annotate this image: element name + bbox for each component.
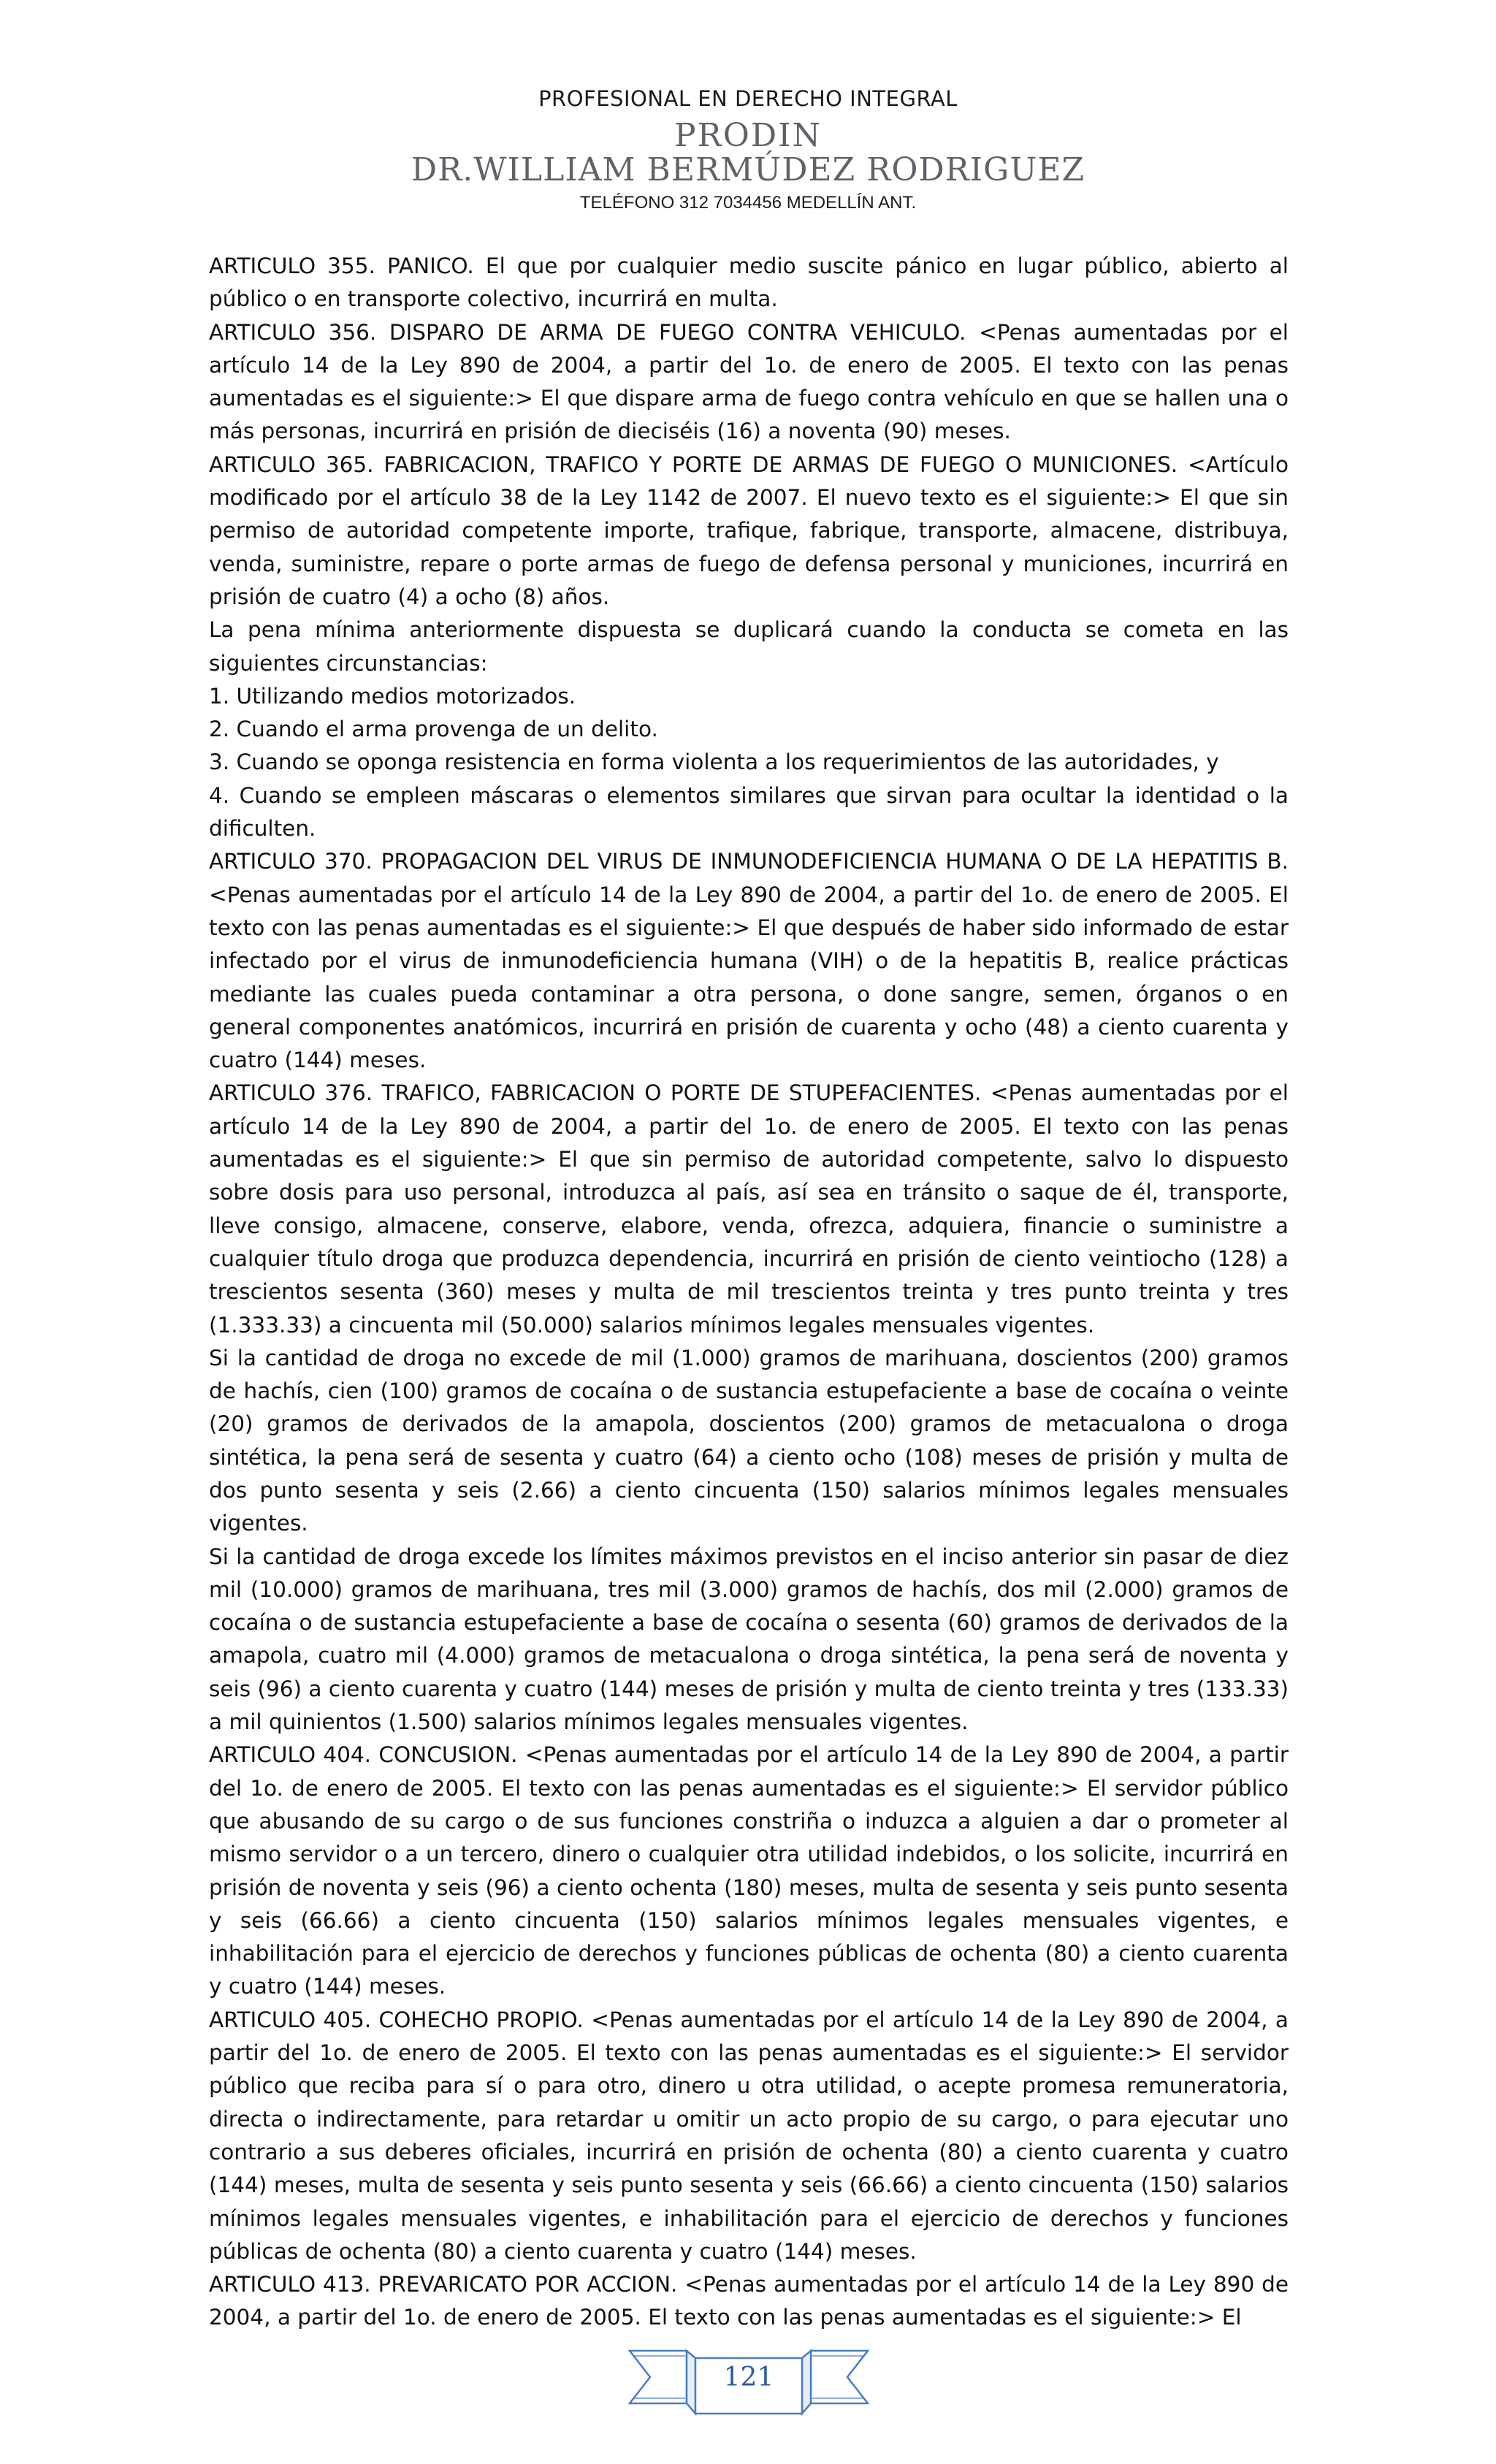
header-lawyer-name: DR.WILLIAM BERMÚDEZ RODRIGUEZ [411,151,1085,188]
document-body [209,250,1289,2335]
paragraph: Si la cantidad de droga excede los límites máximos previstos en el inciso anterior sin pasar de diez mil (10.000) gramos de marihuana, tres mil (3.000) gramos de hachís, dos mil (2.000) gramos de cocaína o de sustancia estupefaciente a base de cocaína o sesenta (60) gramos de derivados de la amapola, cuatro mil (4.000) gramos de metacualona o droga sintética, la pena será de noventa y seis (96) a ciento cuarenta y cuatro (144) meses de prisión y multa de ciento treinta y tres (133.33) a mil quinientos (1.500) salarios mínimos legales mensuales vigentes. [209,1544,1289,1735]
paragraph: ARTICULO 365. FABRICACION, TRAFICO Y PORTE DE ARMAS DE FUEGO O MUNICIONES. <Artículo modificado por el artículo 38 de la Ley 1142 de 2007. El nuevo texto es el siguiente:> El que sin permiso de autoridad competente importe, trafique, fabrique, transporte, almacene, distribuya, venda, suministre, repare o porte armas de fuego de defensa personal y municiones, incurrirá en prisión de cuatro (4) a ocho (8) años. [209,451,1289,609]
paragraph: La pena mínima anteriormente dispuesta se duplicará cuando la conducta se cometa en las siguientes circunstancias: [209,617,1289,676]
paragraph: Si la cantidad de droga no excede de mil (1.000) gramos de marihuana, doscientos (200) gramos de hachís, cien (100) gramos de cocaína o de sustancia estupefaciente a base de cocaína o veinte (20) gramos de derivados de la amapola, doscientos (200) gramos de metacualona o droga sintética, la pena será de sesenta y cuatro (64) a ciento ocho (108) meses de prisión y multa de dos punto sesenta y seis (2.66) a ciento cincuenta (150) salarios mínimos legales mensuales vigentes. [209,1345,1289,1536]
header-acronym: PRODIN [674,117,822,154]
list-item: 2. Cuando el arma provenga de un delito. [209,717,658,742]
paragraph: ARTICULO 355. PANICO. El que por cualquier medio suscite pánico en lugar público, abierto al público o en transporte colectivo, incurrirá en multa. [209,253,1289,312]
header-phone: TELÉFONO 312 7034456 MEDELLÍN ANT. [579,193,917,213]
header-firm: PROFESIONAL EN DERECHO INTEGRAL [538,86,958,111]
list-item: 1. Utilizando medios motorizados. [209,683,576,709]
paragraph: ARTICULO 376. TRAFICO, FABRICACION O PORTE DE STUPEFACIENTES. <Penas aumentadas por el artículo 14 de la Ley 890 de 2004, a partir del 1o. de enero de 2005. El texto con las penas aumentadas es el siguiente:> El que sin permiso de autoridad competente, salvo lo dispuesto sobre dosis para uso personal, introduzca al país, así sea en tránsito o saque de él, transporte, lleve consigo, almacene, conserve, elabore, venda, ofrezca, adquiera, financie o suministre a cualquier título droga que produzca dependencia, incurrirá en prisión de ciento veintiocho (128) a trescientos sesenta (360) meses y multa de mil trescientos treinta y tres punto treinta y tres (1.333.33) a cincuenta mil (50.000) salarios mínimos legales mensuales vigentes. [209,1080,1289,1338]
page-number: 121 [723,2362,774,2392]
paragraph: ARTICULO 356. DISPARO DE ARMA DE FUEGO CONTRA VEHICULO. <Penas aumentadas por el artículo 14 de la Ley 890 de 2004, a partir del 1o. de enero de 2005. El texto con las penas aumentadas es el siguiente:> El que dispare arma de fuego contra vehículo en que se hallen una o más personas, incurrirá en prisión de dieciséis (16) a noventa (90) meses. [209,319,1289,444]
list-item: 4. Cuando se empleen máscaras o elementos similares que sirvan para ocultar la identidad o la dificulten. [209,782,1289,842]
paragraph: ARTICULO 370. PROPAGACION DEL VIRUS DE INMUNODEFICIENCIA HUMANA O DE LA HEPATITIS B. <Penas aumentadas por el artículo 14 de la Ley 890 de 2004, a partir del 1o. de enero de 2005. El texto con las penas aumentadas es el siguiente:> El que después de haber sido informado de estar infectado por el virus de inmunodeficiencia humana (VIH) o de la hepatitis B, realice prácticas mediante las cuales pueda contaminar a otra persona, o done sangre, semen, órganos o en general componentes anatómicos, incurrirá en prisión de cuarenta y ocho (48) a ciento cuarenta y cuatro (144) meses. [209,849,1289,1073]
list-item: 3. Cuando se oponga resistencia en forma violenta a los requerimientos de las autoridades, y [209,750,1219,775]
paragraph: ARTICULO 404. CONCUSION. <Penas aumentadas por el artículo 14 de la Ley 890 de 2004, a partir del 1o. de enero de 2005. El texto con las penas aumentadas es el siguiente:> El servidor público que abusando de su cargo o de sus funciones constriña o induzca a alguien a dar o prometer al mismo servidor o a un tercero, dinero o cualquier otra utilidad indebidos, o los solicite, incurrirá en prisión de noventa y seis (96) a ciento ochenta (180) meses, multa de sesenta y seis punto sesenta y seis (66.66) a ciento cincuenta (150) salarios mínimos legales mensuales vigentes, e inhabilitación para el ejercicio de derechos y funciones públicas de ochenta (80) a ciento cuarenta y cuatro (144) meses. [209,1742,1289,1999]
paragraph: ARTICULO 405. COHECHO PROPIO. <Penas aumentadas por el artículo 14 de la Ley 890 de 2004, a partir del 1o. de enero de 2005. El texto con las penas aumentadas es el siguiente:> El servidor público que reciba para sí o para otro, dinero u otra utilidad, o acepte promesa remuneratoria, directa o indirectamente, para retardar u omitir un acto propio de su cargo, o para ejecutar uno contrario a sus deberes oficiales, incurrirá en prisión de ochenta (80) a ciento cuarenta y cuatro (144) meses, multa de sesenta y seis punto sesenta y seis (66.66) a ciento cincuenta (150) salarios mínimos legales mensuales vigentes, e inhabilitación para el ejercicio de derechos y funciones públicas de ochenta (80) a ciento cuarenta y cuatro (144) meses. [209,2007,1289,2264]
paragraph: ARTICULO 413. PREVARICATO POR ACCION. <Penas aumentadas por el artículo 14 de la Ley 890 de 2004, a partir del 1o. de enero de 2005. El texto con las penas aumentadas es el siguiente:> El [209,2272,1289,2330]
page-number-ribbon [628,2338,869,2433]
